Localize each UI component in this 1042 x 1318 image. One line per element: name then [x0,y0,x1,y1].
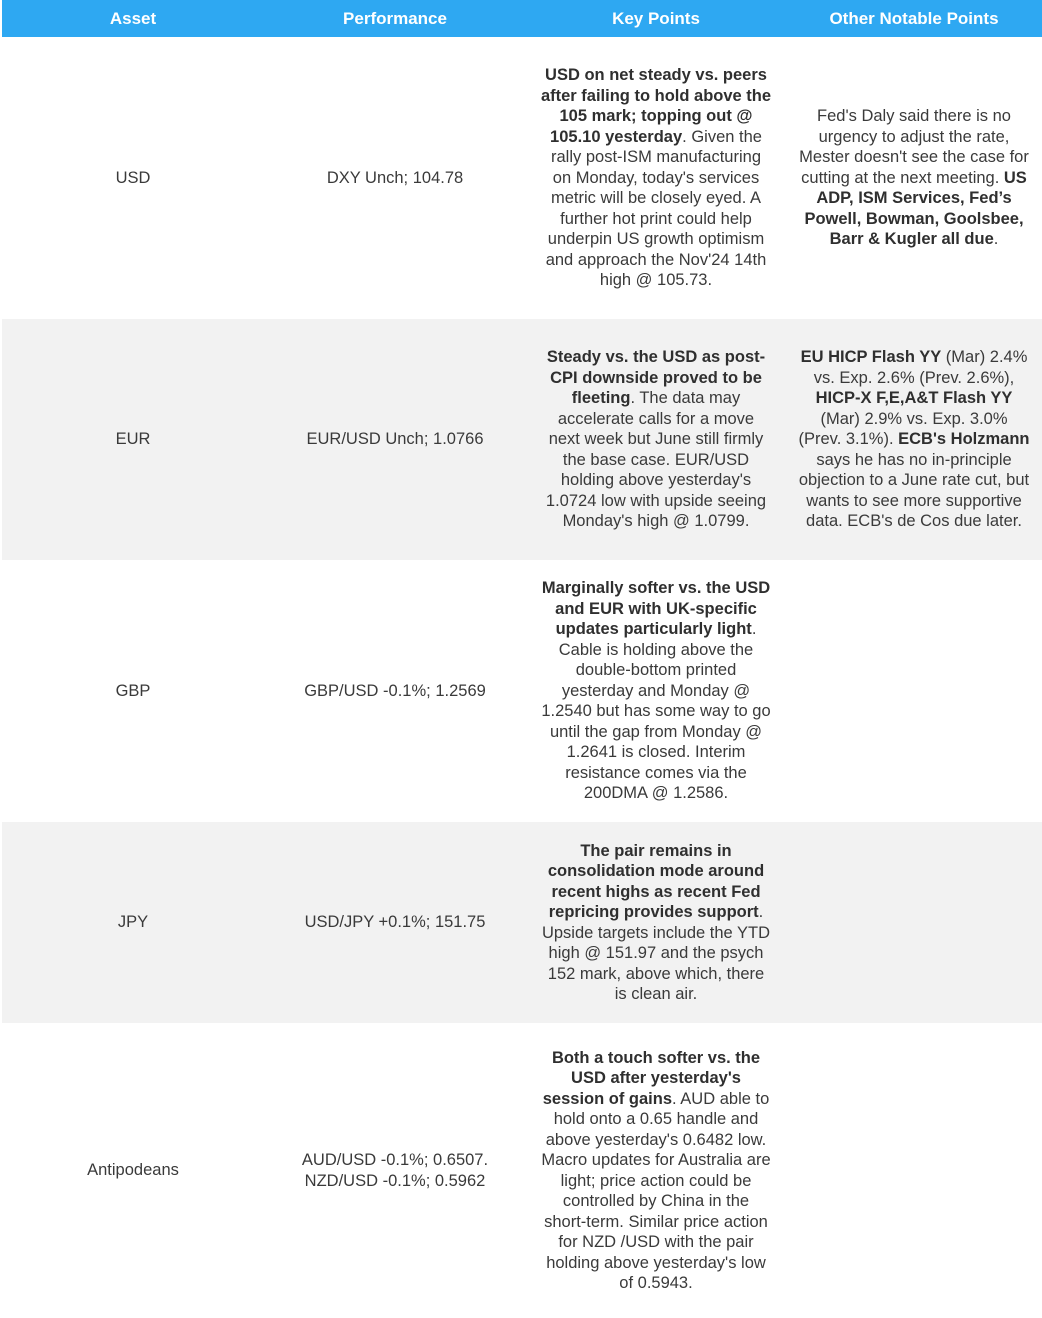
performance-cell [264,1023,526,1318]
other-point-highlight: ECB's Holzmann [898,430,1030,449]
key-points-cell [526,37,786,319]
asset-cell: Antipodeans [87,1161,179,1180]
key-point-text: . AUD able to hold onto a 0.65 handle and above yesterday's 0.6482 low. Macro updates for Australia are light; price action could be controlled by China in the short-term. Similar price action for NZD /USD with the pair holding above yesterday's low of 0.5943. [541,1089,771,1292]
other-point-text: Fed's Daly said there is no urgency to adjust the rate, Mester doesn't see the case for cutting at the next meeting. [799,107,1029,187]
asset-cell: GBP [115,681,151,700]
key-point-text: . Cable is holding above the double-bottom printed yesterday and Monday @ 1.2540 but has some way to go until the gap from Monday @ 1.2641 is closed. Interim resistance comes via the 200DMA @ 1.2586. [541,620,771,803]
other-point-highlight: HICP-X F,E,A&T Flash YY [815,389,1013,408]
performance-cell [264,319,526,560]
other-point-highlight: US ADP, ISM Services, Fed’s Powell, Bowman, Goolsbee, Barr & Kugler all due [804,168,1027,249]
table-row [2,1023,1042,1318]
key-points-cell [526,560,786,822]
header-other-notable-points: Other Notable Points [786,0,1042,37]
table-row [2,37,1042,319]
other-point-text: (Mar) 2.9% vs. Exp. 3.0% (Prev. 3.1%). [798,409,1008,449]
table-row [2,822,1042,1023]
performance-cell [264,560,526,822]
key-point-headline: USD on net steady vs. peers after failing to hold above the 105 mark; topping out @ 105.10 yesterday [540,66,772,146]
key-point-text: . The data may accelerate calls for a move next week but June still firmly the base case. EUR/USD holding above yesterday's 1.0724 low with upside seeing Monday's high @ 1.0799. [545,389,767,531]
performance-line: DXY Unch; 104.78 [326,168,464,187]
fx-summary-table [2,0,1042,1318]
header-key-points: Key Points [526,0,786,37]
performance-line: NZD/USD -0.1%; 0.5962 [304,1171,486,1190]
key-points-cell [526,822,786,1023]
other-points-cell [786,822,1042,1023]
key-point-text: . Upside targets include the YTD high @ 151.97 and the psych 152 mark, above which, there is clean air. [541,903,771,1003]
asset-cell: EUR [2,319,264,560]
header-performance: Performance [264,0,526,37]
other-point-text: says he has no in-principle objection to a June rate cut, but wants to see more supportive data. ECB's de Cos due later. [798,450,1030,531]
asset-cell: JPY [2,822,264,1023]
key-points-cell [526,319,786,560]
other-point-text: (Mar) 2.4% vs. Exp. 2.6% (Prev. 2.6%), [813,348,1028,387]
performance-line: GBP/USD -0.1%; 1.2569 [304,681,486,700]
asset-cell: USD [115,168,151,187]
table-header-row [2,0,1042,37]
key-points-cell [526,1023,786,1318]
other-points-cell [786,319,1042,560]
key-point-headline: Both a touch softer vs. the USD after yesterday's session of gains [542,1048,761,1108]
performance-line: USD/JPY +0.1%; 151.75 [304,913,486,932]
other-point-text: . [993,230,999,249]
other-point-highlight: EU HICP Flash YY [800,348,942,367]
key-point-text: . Given the rally post-ISM manufacturing on Monday, today's services metric will be closely eyed. A further hot print could help underpin US growth optimism and approach the Nov'24 14th high @ 105.73. [545,127,767,290]
table-row [2,319,1042,560]
performance-line: EUR/USD Unch; 1.0766 [306,430,484,449]
performance-cell [264,822,526,1023]
key-point-headline: Marginally softer vs. the USD and EUR with UK-specific updates particularly light [541,579,771,639]
other-points-cell [786,560,1042,822]
performance-line: AUD/USD -0.1%; 0.6507. [301,1151,489,1169]
performance-cell [264,37,526,319]
table-row [2,560,1042,822]
key-point-headline: Steady vs. the USD as post-CPI downside proved to be fleeting [546,348,766,408]
other-points-cell [786,37,1042,319]
key-point-headline: The pair remains in consolidation mode around recent highs as recent Fed repricing provides support [547,841,765,921]
header-asset: Asset [2,0,264,37]
other-points-cell [786,1023,1042,1318]
